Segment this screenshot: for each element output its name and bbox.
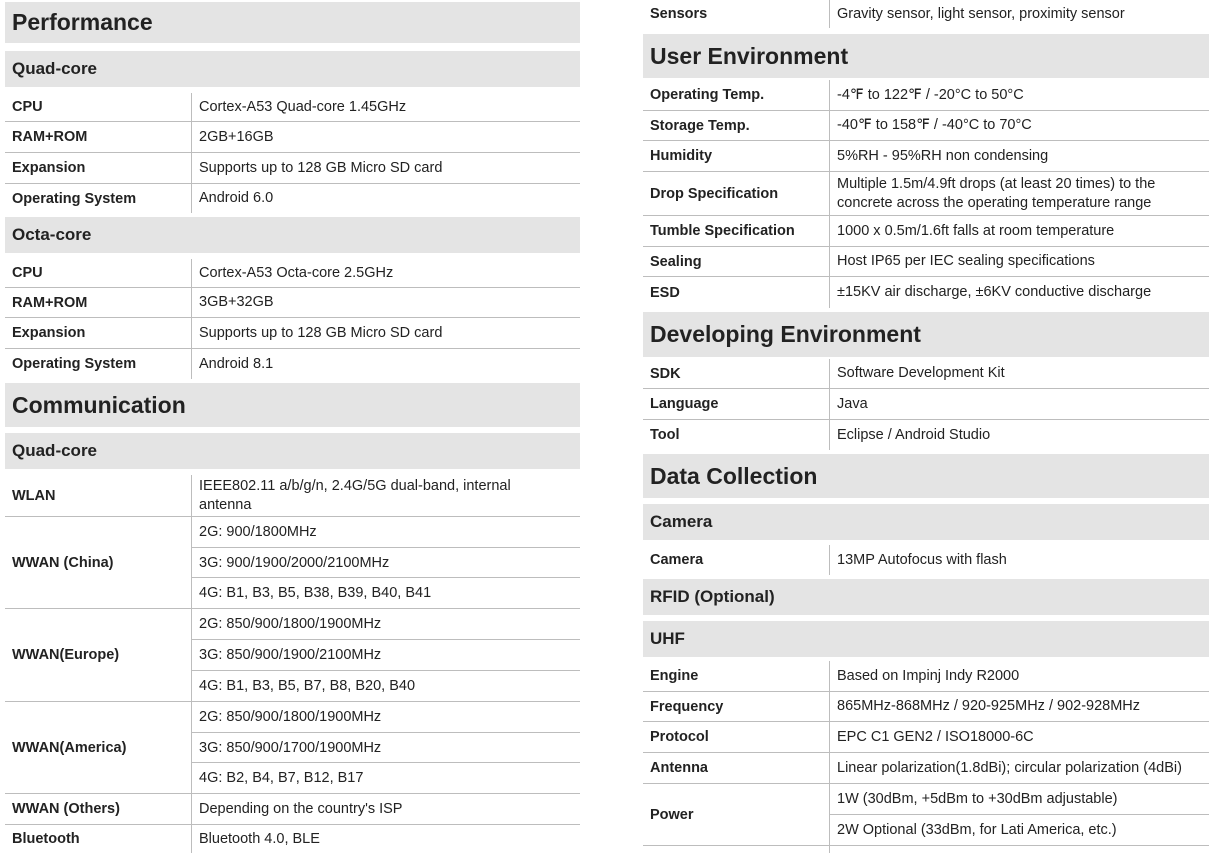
quad-core-title: Quad-core [12, 59, 98, 78]
spec-key: RAM+ROM [12, 294, 88, 311]
spec-key: RAM+ROM [12, 129, 88, 145]
spec-key: WWAN(Europe) [12, 647, 120, 663]
spec-value: Cortex-A53 Octa-core 2.5GHz [191, 259, 580, 287]
dev-env-title: Developing Environment [650, 321, 921, 347]
spec-row-sealing [643, 247, 1209, 277]
communication-title: Communication [12, 391, 186, 418]
spec-value: Software Development Kit [829, 359, 1209, 388]
spec-value: Depending on the country's ISP [191, 794, 580, 824]
spec-key: Sealing [650, 253, 702, 270]
spec-key: Tumble Specification [650, 223, 795, 239]
spec-value: 4G: B1, B3, B5, B38, B39, B40, B41 [199, 585, 432, 602]
comm-quad-core-title: Quad-core [12, 441, 98, 460]
spec-row-cpu [5, 93, 580, 122]
spec-value: 4G: B2, B4, B7, B12, B17 [199, 770, 364, 787]
spec-row-expansion [5, 153, 580, 184]
spec-value: Eclipse / Android Studio [829, 420, 1209, 450]
subsection-title-quad-core [5, 51, 580, 87]
spec-key: CPU [12, 265, 43, 281]
spec-key: CPU [12, 99, 43, 115]
spec-value: Cortex-A53 Quad-core 1.45GHz [191, 93, 580, 121]
spec-value: Android 6.0 [191, 184, 580, 213]
spec-key: WWAN (Others) [12, 801, 120, 817]
spec-value: Host IP65 per IEC sealing specifications [829, 247, 1209, 276]
spec-group-wwan-europe [5, 609, 580, 702]
performance-title: Performance [12, 9, 153, 35]
subsection-title-uhf [643, 621, 1209, 657]
spec-row-ram-rom [5, 122, 580, 153]
spec-row-ram-rom [5, 288, 580, 318]
spec-row-tool [643, 420, 1209, 450]
spec-value: 3G: 850/900/1700/1900MHz [192, 733, 580, 764]
spec-row-os [5, 349, 580, 379]
spec-value: 3GB+32GB [191, 288, 580, 317]
spec-key: WWAN(America) [12, 739, 127, 756]
spec-value: 3G: 850/900/1900/2100MHz [192, 640, 580, 671]
spec-key: Protocol [650, 729, 709, 745]
camera-title: Camera [650, 512, 713, 531]
section-title-user-environment [643, 34, 1209, 78]
spec-value: Java [829, 389, 1209, 419]
spec-values [191, 609, 580, 701]
spec-row-language [643, 389, 1209, 420]
data-collection-title: Data Collection [650, 462, 818, 489]
spec-key: Operating System [12, 356, 137, 372]
spec-value: 1000 x 0.5m/1.6ft falls at room temperature [829, 216, 1209, 246]
spec-row-sensors [643, 0, 1209, 28]
spec-value: 3G: 900/1900/2000/2100MHz [192, 548, 580, 579]
spec-value: Supports up to 128 GB Micro SD card [191, 153, 580, 183]
spec-value: 5%RH - 95%RH non condensing [829, 141, 1209, 171]
spec-group-wwan-america [5, 702, 580, 794]
spec-value: -40℉ to 158℉ / -40°C to 70°C [829, 111, 1209, 140]
spec-value: 2G: 850/900/1800/1900MHz [192, 609, 580, 640]
spec-key: Expansion [12, 160, 86, 176]
spec-values [829, 784, 1209, 845]
spec-value: Supports up to 128 GB Micro SD card [191, 318, 580, 348]
spec-key: Engine [650, 668, 699, 684]
spec-row-engine [643, 661, 1209, 692]
spec-key: Bluetooth [12, 831, 80, 847]
spec-row-sdk [643, 359, 1209, 389]
spec-key: Drop Specification [650, 185, 779, 202]
spec-value: Gravity sensor, light sensor, proximity sensor [829, 0, 1209, 28]
spec-values [191, 702, 580, 793]
spec-value: 2W Optional (33dBm, for Lati America, etc.) [837, 822, 1117, 838]
spec-row-protocol [643, 722, 1209, 753]
spec-row-expansion [5, 318, 580, 349]
subsection-title-quad-core [5, 433, 580, 469]
spec-key: WWAN (China) [12, 554, 114, 571]
spec-value: 2G: 900/1800MHz [192, 517, 580, 548]
spec-row-storage-temp [643, 111, 1209, 141]
spec-key: Operating System [12, 190, 137, 207]
spec-value: Bluetooth 4.0, BLE [191, 825, 580, 853]
spec-key: Language [650, 396, 719, 412]
spec-value: Android 8.1 [191, 349, 580, 379]
spec-row-bluetooth [5, 825, 580, 853]
spec-key: Camera [650, 552, 704, 568]
spec-row-wwan-others [5, 794, 580, 825]
spec-key: Storage Temp. [650, 117, 750, 134]
spec-value: 1W (30dBm, +5dBm to +30dBm adjustable) [830, 784, 1209, 815]
spec-key: Frequency [650, 698, 724, 715]
section-title-communication [5, 383, 580, 427]
spec-key: Expansion [12, 325, 86, 341]
subsection-title-rfid [643, 579, 1209, 615]
cut-off-row [643, 846, 1209, 853]
section-title-developing-environment [643, 312, 1209, 357]
spec-values [191, 517, 580, 608]
spec-value: 4G: B1, B3, B5, B7, B8, B20, B40 [199, 678, 416, 694]
spec-key: Operating Temp. [650, 87, 765, 103]
spec-value: 2G: 850/900/1800/1900MHz [192, 702, 580, 733]
subsection-title-camera [643, 504, 1209, 540]
spec-value: Linear polarization(1.8dBi); circular polarization (4dBi) [829, 753, 1209, 783]
spec-value: EPC C1 GEN2 / ISO18000-6C [829, 722, 1209, 752]
rfid-title: RFID (Optional) [650, 587, 775, 606]
uhf-title: UHF [650, 629, 685, 648]
spec-key: Power [650, 806, 694, 823]
spec-row-drop [643, 172, 1209, 216]
spec-row-humidity [643, 141, 1209, 172]
spec-group-wwan-china [5, 517, 580, 609]
subsection-title-octa-core [5, 217, 580, 253]
spec-row-camera [643, 545, 1209, 575]
spec-key: WLAN [12, 487, 56, 504]
spec-value: ±15KV air discharge, ±6KV conductive discharge [829, 277, 1209, 308]
spec-row-frequency [643, 692, 1209, 722]
spec-row-wlan [5, 475, 580, 517]
spec-value: 2GB+16GB [191, 122, 580, 152]
spec-group-power [643, 784, 1209, 846]
spec-key: Sensors [650, 6, 708, 22]
spec-key: Tool [650, 427, 680, 443]
spec-value: 865MHz-868MHz / 920-925MHz / 902-928MHz [829, 692, 1209, 721]
user-env-title: User Environment [650, 42, 849, 69]
spec-value: -4℉ to 122℉ / -20°C to 50°C [829, 80, 1209, 110]
spec-value: Based on Impinj Indy R2000 [829, 661, 1209, 691]
spec-row-antenna [643, 753, 1209, 784]
spec-key: ESD [650, 284, 680, 301]
section-title-performance [5, 2, 580, 43]
column-divider [829, 846, 830, 853]
spec-row-cpu [5, 259, 580, 288]
spec-value: IEEE802.11 a/b/g/n, 2.4G/5G dual-band, internal antenna [191, 475, 580, 516]
spec-key: Antenna [650, 760, 708, 776]
octa-core-title: Octa-core [12, 225, 92, 244]
spec-key: SDK [650, 365, 681, 382]
section-title-data-collection [643, 454, 1209, 498]
spec-row-esd [643, 277, 1209, 308]
spec-row-tumble [643, 216, 1209, 247]
spec-row-operating-temp [643, 80, 1209, 111]
spec-value: 13MP Autofocus with flash [829, 545, 1209, 575]
spec-value: Multiple 1.5m/4.9ft drops (at least 20 times) to the concrete across the operating temperature range [829, 172, 1209, 215]
spec-row-os [5, 184, 580, 213]
spec-key: Humidity [650, 148, 713, 164]
